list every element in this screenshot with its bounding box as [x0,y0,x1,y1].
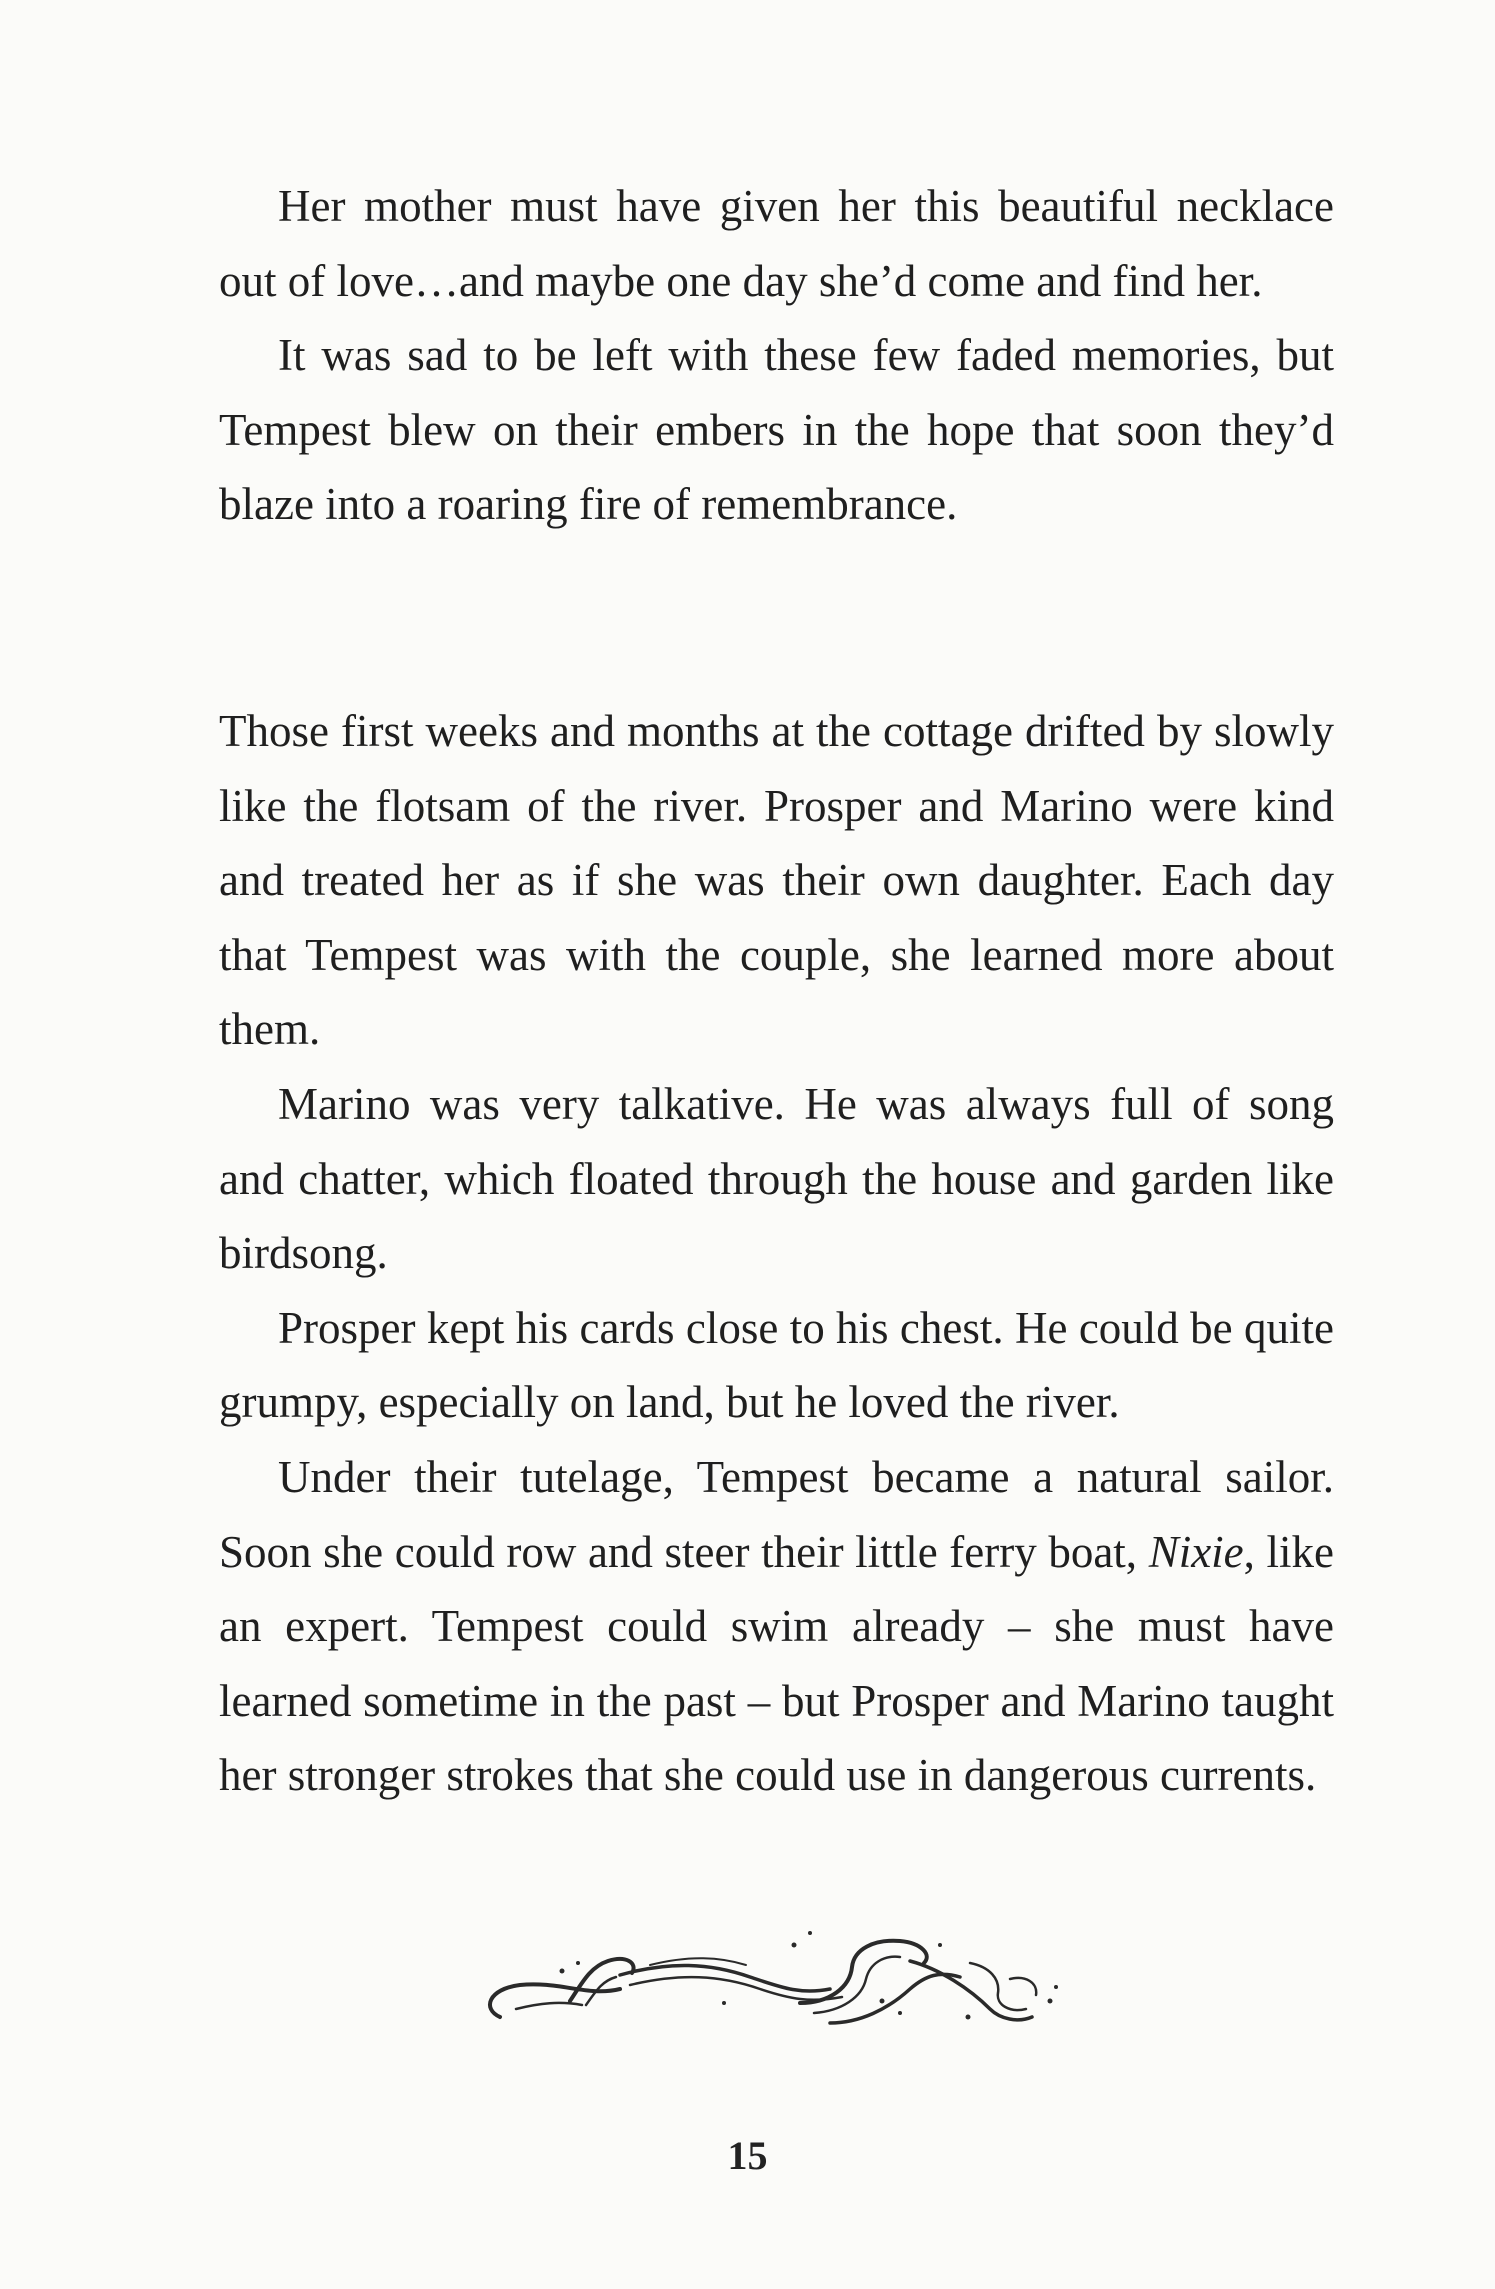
text-section-one [219,169,1334,542]
paragraph-text: , like an expert. Tempest could swim already – she must have learned sometime in the past – but Prosper and Marino taught her stronger strokes that she could use in dangerous currents. [219,1526,1335,1801]
paragraph: Her mother must have given her this beautiful necklace out of love…and maybe one day she’d come and find her. [219,181,1334,306]
paragraph: It was sad to be left with these few faded memories, but Tempest blew on their embers in the hope that soon they’d blaze into a roaring fire of remembrance. [219,330,1334,530]
text-section-two [219,694,1334,1813]
paragraph: Those first weeks and months at the cottage drifted by slowly like the flotsam of the river. Prosper and Marino were kind and treated her as if she was their own daughter. Each day that Tempest was with the couple, she learned more about them. [219,706,1334,1055]
paragraph [219,1440,1334,1813]
paragraph-text: Under their tutelage, Tempest became a natural sailor. Soon she could row and steer their little ferry boat, [219,1451,1334,1577]
wave-ornament-icon [470,1905,1090,2045]
page-number: 15 [727,2133,768,2178]
paragraph: Prosper kept his cards close to his chest. He could be quite grumpy, especially on land, but he loved the river. [219,1302,1334,1428]
boat-name: Nixie [1148,1526,1244,1577]
paragraph: Marino was very talkative. He was always full of song and chatter, which floated through the house and garden like birdsong. [219,1078,1334,1279]
